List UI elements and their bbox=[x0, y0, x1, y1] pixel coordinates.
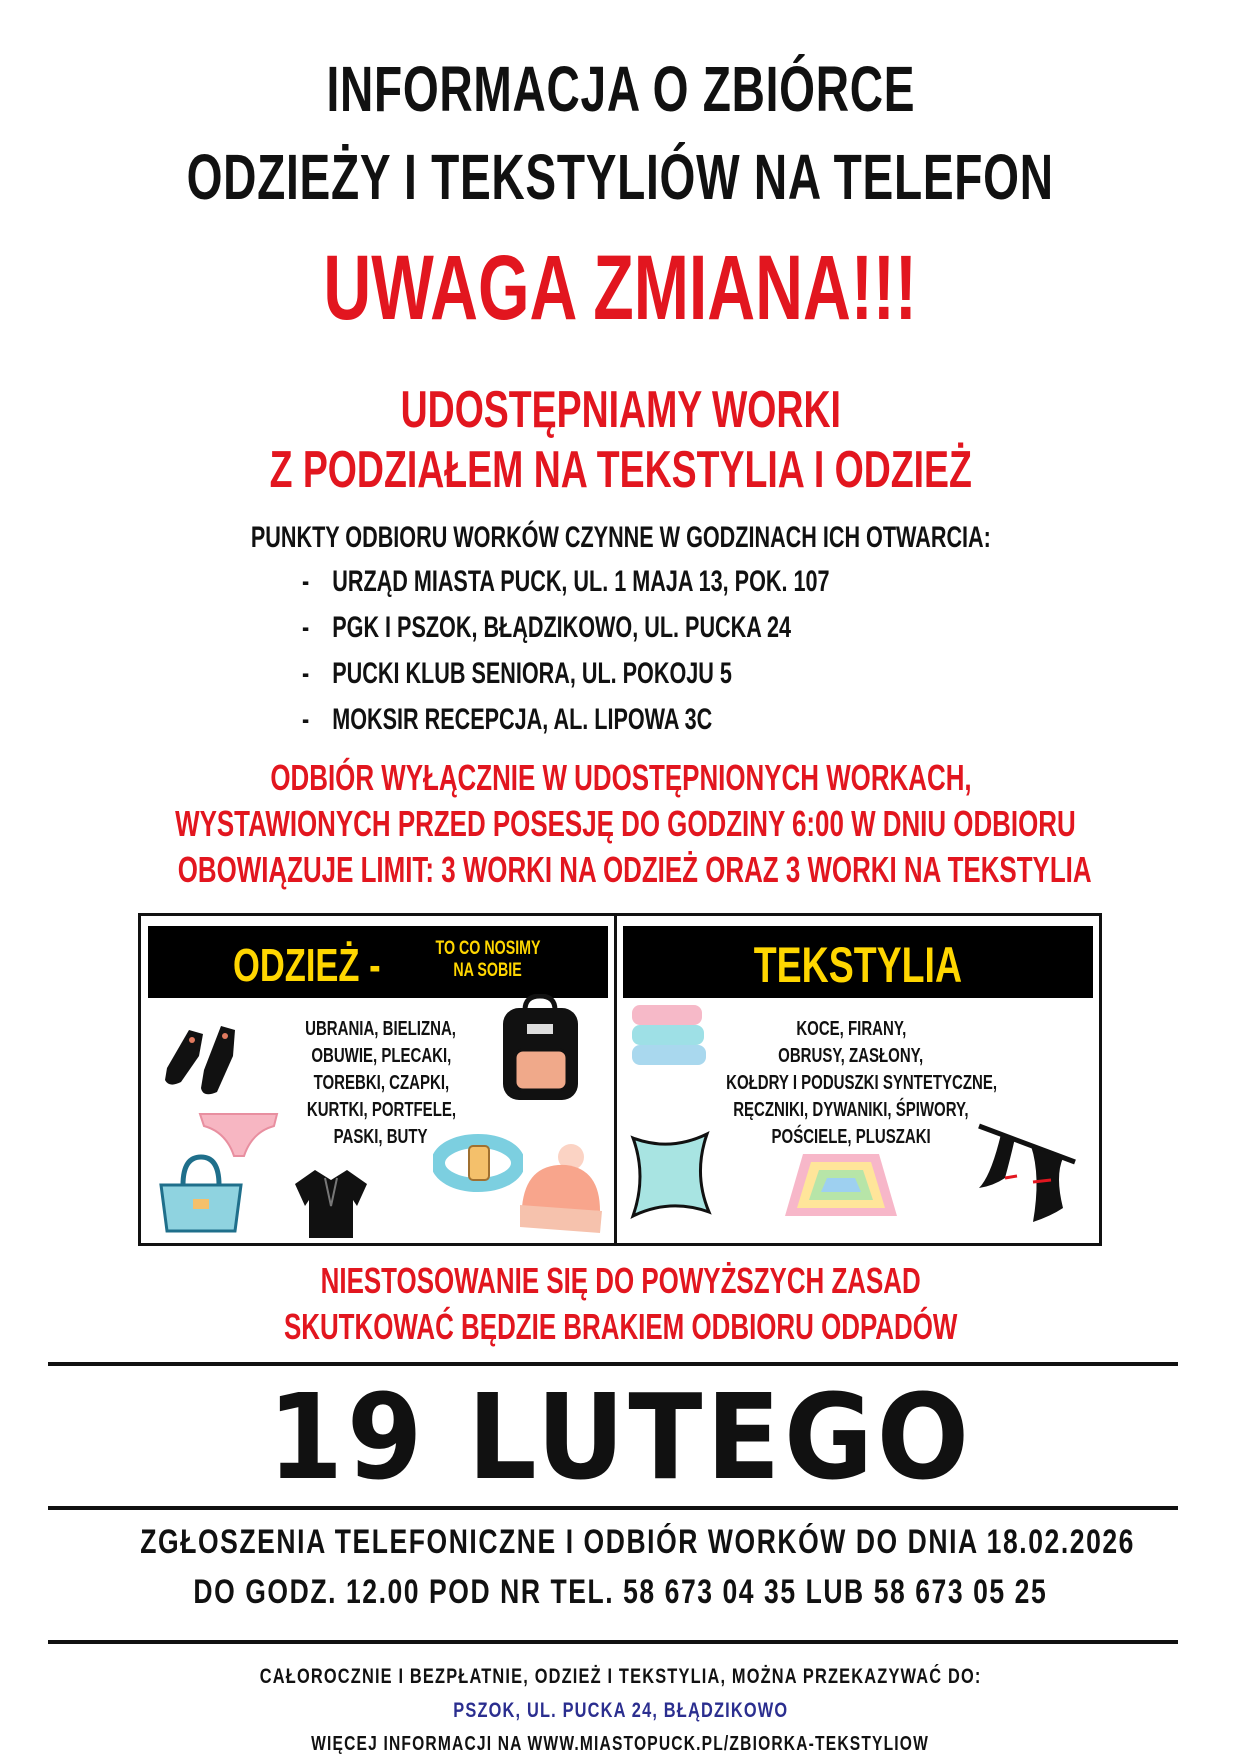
textiles-list bbox=[681, 1016, 1021, 1151]
textiles-title: TEKSTYLIA bbox=[753, 937, 963, 993]
footer-location: PSZOK, UL. PUCKA 24, BŁĄDZIKOWO bbox=[452, 1699, 789, 1722]
pillow-icon bbox=[625, 1126, 715, 1221]
clothing-title: ODZIEŻ - bbox=[233, 939, 381, 991]
shoes-icon bbox=[159, 1008, 259, 1098]
pickup-point: - MOKSIR RECEPCJA, AL. LIPOWA 3C bbox=[302, 703, 713, 736]
rule-line-1: ODBIÓR WYŁĄCZNIE W UDOSTĘPNIONYCH WORKACH, bbox=[269, 757, 972, 798]
footer-line-1: CAŁOROCZNIE I BEZPŁATNIE, ODZIEŻ I TEKSTYLIA, MOŻNA PRZEKAZYWAĆ DO: bbox=[259, 1665, 982, 1688]
box-divider bbox=[614, 916, 617, 1243]
textiles-header bbox=[623, 926, 1093, 998]
divider-middle bbox=[48, 1506, 1178, 1510]
towels-icon bbox=[626, 1001, 716, 1071]
list-item: RĘCZNIKI, DYWANIKI, ŚPIWORY, bbox=[733, 1099, 969, 1121]
footer-website[interactable]: WIĘCEJ INFORMACJI NA WWW.MIASTOPUCK.PL/ZBIORKA-TEKSTYLIOW bbox=[311, 1733, 930, 1755]
list-item: UBRANIA, BIELIZNA, bbox=[305, 1018, 457, 1040]
list-item: KURTKI, PORTFELE, bbox=[306, 1099, 456, 1121]
list-item: OBRUSY, ZASŁONY, bbox=[778, 1045, 924, 1067]
phone-line-1: ZGŁOSZENIA TELEFONICZNE I ODBIÓR WORKÓW DO DNIA 18.02.2026 bbox=[140, 1523, 1136, 1561]
list-item: TOREBKI, CZAPKI, bbox=[313, 1072, 449, 1094]
pickup-point: - PUCKI KLUB SENIORA, UL. POKOJU 5 bbox=[302, 657, 732, 690]
rug-icon bbox=[781, 1148, 901, 1223]
title-line-2: ODZIEŻY I TEKSTYLIÓW NA TELEFON bbox=[186, 141, 1055, 213]
rule-line-3: OBOWIĄZUJE LIMIT: 3 WORKI NA ODZIEŻ ORAZ 3 WORKI NA TEKSTYLIA bbox=[177, 849, 1092, 890]
backpack-icon bbox=[493, 994, 588, 1104]
clothing-note: TO CO NOSIMY NA SOBIE bbox=[435, 938, 541, 981]
pickup-point: - PGK I PSZOK, BŁĄDZIKOWO, UL. PUCKA 24 bbox=[302, 611, 792, 644]
warning-heading: UWAGA ZMIANA!!! bbox=[323, 237, 918, 339]
title-line-1: INFORMACJA O ZBIÓRCE bbox=[326, 53, 915, 125]
handbag-icon bbox=[153, 1151, 248, 1236]
non-compliance-line-2: SKUTKOWAĆ BĘDZIE BRAKIEM ODBIORU ODPADÓW bbox=[283, 1306, 958, 1347]
pickup-point: - URZĄD MIASTA PUCK, UL. 1 MAJA 13, POK. 107 bbox=[302, 565, 830, 598]
pickup-intro: PUNKTY ODBIORU WORKÓW CZYNNE W GODZINACH ICH OTWARCIA: bbox=[250, 521, 991, 554]
subtitle-line-2: Z PODZIAŁEM NA TEKSTYLIA I ODZIEŻ bbox=[269, 441, 972, 499]
phone-line-2: DO GODZ. 12.00 POD NR TEL. 58 673 04 35 LUB 58 673 05 25 bbox=[193, 1573, 1048, 1611]
categories-box bbox=[138, 913, 1102, 1246]
non-compliance-line-1: NIESTOSOWANIE SIĘ DO POWYŻSZYCH ZASAD bbox=[320, 1260, 921, 1301]
list-item: KOCE, FIRANY, bbox=[795, 1018, 907, 1040]
subtitle-line-1: UDOSTĘPNIAMY WORKI bbox=[400, 381, 841, 439]
beanie-icon bbox=[516, 1141, 606, 1236]
list-item: KOŁDRY I PODUSZKI SYNTETYCZNE, bbox=[726, 1072, 998, 1094]
list-item: PASKI, BUTY bbox=[334, 1126, 428, 1148]
curtain-icon bbox=[971, 1116, 1081, 1226]
list-item: POŚCIELE, PLUSZAKI bbox=[771, 1126, 931, 1148]
rule-line-2: WYSTAWIONYCH PRZED POSESJĘ DO GODZINY 6:00 W DNIU ODBIORU bbox=[175, 803, 1076, 844]
belt-icon bbox=[433, 1128, 523, 1198]
list-item: OBUWIE, PLECAKI, bbox=[310, 1045, 451, 1067]
collection-date: 19 LUTEGO bbox=[267, 1368, 974, 1506]
divider-bottom bbox=[48, 1640, 1178, 1644]
clothing-header bbox=[148, 926, 608, 998]
jacket-icon bbox=[291, 1166, 371, 1241]
divider-top bbox=[48, 1362, 1178, 1366]
